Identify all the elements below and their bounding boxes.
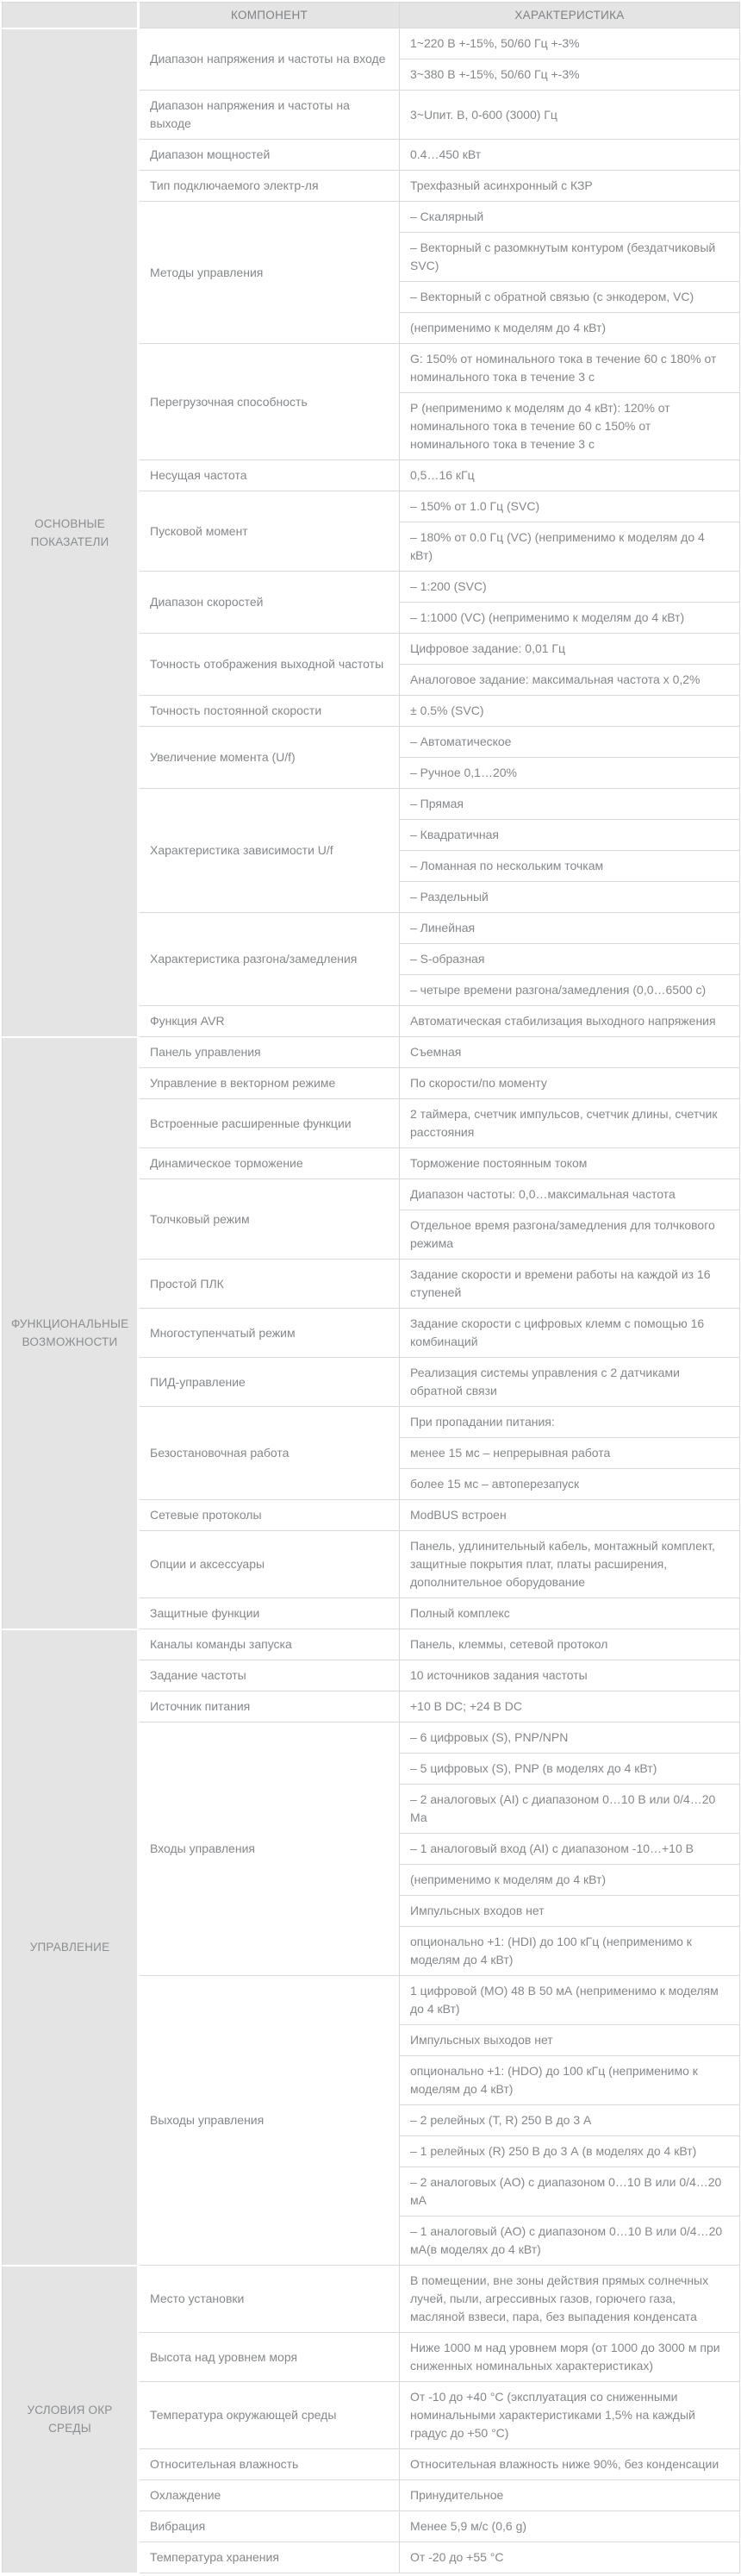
characteristic-cell: 3~380 В +-15%, 50/60 Гц +-3%	[400, 59, 740, 91]
category-cell: ФУНКЦИОНАЛЬНЫЕ ВОЗМОЖНОСТИ	[3, 1037, 139, 1629]
characteristic-cell: В помещении, вне зоны действия прямых солнечных лучей, пыли, агрессивных газов, горючего газа, масляной взвеси, пара, без выпадения конденсата	[400, 2266, 740, 2333]
component-cell: Защитные функции	[139, 1598, 400, 1629]
table-row	[3, 28, 740, 59]
characteristic-cell: менее 15 мс – непрерывная работа	[400, 1438, 740, 1469]
header-characteristic: ХАРАКТЕРИСТИКА	[400, 3, 740, 28]
characteristic-cell: Диапазон частоты: 0,0…максимальная частота	[400, 1179, 740, 1210]
component-cell: Многоступенчатый режим	[139, 1309, 400, 1358]
characteristic-cell: 0,5…16 кГц	[400, 460, 740, 491]
characteristic-cell: При пропадании питания:	[400, 1407, 740, 1438]
component-cell: Увеличение момента (U/f)	[139, 727, 400, 789]
characteristic-cell: – 2 аналоговых (AI) с диапазоном 0…10 В или 0/4…20 Ма	[400, 1785, 740, 1834]
characteristic-cell: Принудительное	[400, 2480, 740, 2511]
characteristic-cell: От -20 до +55 °C	[400, 2542, 740, 2573]
characteristic-cell: более 15 мс – автоперезапуск	[400, 1469, 740, 1500]
characteristic-cell: – Прямая	[400, 789, 740, 820]
characteristic-cell: 10 источников задания частоты	[400, 1660, 740, 1691]
component-cell: Охлаждение	[139, 2480, 400, 2511]
characteristic-cell: ModBUS встроен	[400, 1500, 740, 1531]
characteristic-cell: ± 0.5% (SVC)	[400, 696, 740, 727]
characteristic-cell: Импульсных выходов нет	[400, 2025, 740, 2056]
characteristic-cell: – Квадратичная	[400, 820, 740, 851]
characteristic-cell: 1 цифровой (MO) 48 В 50 мА (неприменимо к моделям до 4 кВт)	[400, 1976, 740, 2025]
characteristic-cell: 3~Uпит. В, 0-600 (3000) Гц	[400, 91, 740, 140]
characteristic-cell: Импульсных входов нет	[400, 1896, 740, 1927]
characteristic-cell: (неприменимо к моделям до 4 кВт)	[400, 1865, 740, 1896]
component-cell: Простой ПЛК	[139, 1260, 400, 1309]
characteristic-cell: – 2 аналоговых (AO) с диапазоном 0…10 В или 0/4…20 мА	[400, 2167, 740, 2216]
component-cell: Опции и аксессуары	[139, 1531, 400, 1598]
characteristic-cell: – Автоматическое	[400, 727, 740, 758]
characteristic-cell: Съемная	[400, 1037, 740, 1068]
characteristic-cell: – 1 аналоговый (AO) с диапазоном 0…10 В или 0/4…20 мА(в моделях до 4 кВт)	[400, 2216, 740, 2266]
characteristic-cell: G: 150% от номинального тока в течение 60 с 180% от номинального тока в течение 3 с	[400, 344, 740, 393]
component-cell: Точность отображения выходной частоты	[139, 634, 400, 696]
category-cell: УСЛОВИЯ ОКР СРЕДЫ	[3, 2266, 139, 2573]
category-cell: УПРАВЛЕНИЕ	[3, 1629, 139, 2266]
characteristic-cell: опционально +1: (HDI) до 100 кГц (неприменимо к моделям до 4 кВт)	[400, 1927, 740, 1976]
specifications-table	[2, 2, 740, 2574]
characteristic-cell: – Ломанная по нескольким точкам	[400, 851, 740, 882]
component-cell: Диапазон напряжения и частоты на входе	[139, 28, 400, 91]
characteristic-cell: Цифровое задание: 0,01 Гц	[400, 634, 740, 665]
characteristic-cell: – 180% от 0.0 Гц (VC) (неприменимо к моделям до 4 кВт)	[400, 522, 740, 572]
characteristic-cell: – 1 релейных (R) 250 В до 3 А (в моделях до 4 кВт)	[400, 2136, 740, 2167]
characteristic-cell: Панель, клеммы, сетевой протокол	[400, 1629, 740, 1660]
characteristic-cell: По скорости/по моменту	[400, 1068, 740, 1099]
component-cell: Входы управления	[139, 1723, 400, 1976]
characteristic-cell: Торможение постоянным током	[400, 1148, 740, 1179]
category-cell: ОСНОВНЫЕ ПОКАЗАТЕЛИ	[3, 28, 139, 1037]
component-cell: Методы управления	[139, 202, 400, 344]
component-cell: Диапазон мощностей	[139, 140, 400, 171]
component-cell: Толчковый режим	[139, 1179, 400, 1260]
header-corner-cell	[3, 3, 139, 28]
component-cell: Диапазон напряжения и частоты на выходе	[139, 91, 400, 140]
component-cell: Диапазон скоростей	[139, 572, 400, 634]
component-cell: Панель управления	[139, 1037, 400, 1068]
characteristic-cell: Трехфазный асинхронный с КЗР	[400, 171, 740, 202]
table-row	[3, 2266, 740, 2333]
component-cell: Место установки	[139, 2266, 400, 2333]
characteristic-cell: – 1:1000 (VC) (неприменимо к моделям до 4 кВт)	[400, 603, 740, 634]
component-cell: Несущая частота	[139, 460, 400, 491]
table-header	[3, 3, 740, 28]
component-cell: Выходы управления	[139, 1976, 400, 2266]
component-cell: Температура хранения	[139, 2542, 400, 2573]
characteristic-cell: – Линейная	[400, 913, 740, 944]
characteristic-cell: 0.4…450 кВт	[400, 140, 740, 171]
characteristic-cell: От -10 до +40 °C (эксплуатация со сниженными номинальными характеристиками 1,5% на каждый градус до +50 °C)	[400, 2382, 740, 2449]
component-cell: Характеристика разгона/замедления	[139, 913, 400, 1006]
characteristic-cell: Р (неприменимо к моделям до 4 кВт): 120% от номинального тока в течение 60 с 150% от номинального тока в течение 3 с	[400, 393, 740, 460]
characteristic-cell: – Векторный с обратной связью (с энкодером, VC)	[400, 282, 740, 313]
characteristic-cell: 1~220 В +-15%, 50/60 Гц +-3%	[400, 28, 740, 59]
component-cell: Характеристика зависимости U/f	[139, 789, 400, 913]
table-row	[3, 1037, 740, 1068]
component-cell: Встроенные расширенные функции	[139, 1099, 400, 1148]
characteristic-cell: – 5 цифровых (S), PNP (в моделях до 4 кВт)	[400, 1754, 740, 1785]
component-cell: Каналы команды запуска	[139, 1629, 400, 1660]
component-cell: Точность постоянной скорости	[139, 696, 400, 727]
characteristic-cell: – Раздельный	[400, 882, 740, 913]
header-component: КОМПОНЕНТ	[139, 3, 400, 28]
characteristic-cell: – S-образная	[400, 944, 740, 975]
characteristic-cell: – Скалярный	[400, 202, 740, 233]
component-cell: Задание частоты	[139, 1660, 400, 1691]
spec-table-body	[3, 28, 740, 2573]
characteristic-cell: Задание скорости с цифровых клемм с помощью 16 комбинаций	[400, 1309, 740, 1358]
characteristic-cell: – четыре времени разгона/замедления (0,0…6500 с)	[400, 975, 740, 1006]
component-cell: Динамическое торможение	[139, 1148, 400, 1179]
characteristic-cell: Менее 5,9 м/с (0,6 g)	[400, 2511, 740, 2542]
characteristic-cell: – 1 аналоговый вход (AI) с диапазоном -10…+10 В	[400, 1834, 740, 1865]
component-cell: Высота над уровнем моря	[139, 2333, 400, 2382]
characteristic-cell: Задание скорости и времени работы на каждой из 16 ступеней	[400, 1260, 740, 1309]
characteristic-cell: Относительная влажность ниже 90%, без конденсации	[400, 2449, 740, 2480]
characteristic-cell: +10 В DC; +24 В DC	[400, 1691, 740, 1723]
characteristic-cell: – 6 цифровых (S), PNP/NPN	[400, 1723, 740, 1754]
component-cell: Управление в векторном режиме	[139, 1068, 400, 1099]
characteristic-cell: – 2 релейных (T, R) 250 В до 3 А	[400, 2105, 740, 2136]
characteristic-cell: 2 таймера, счетчик импульсов, счетчик длины, счетчик расстояния	[400, 1099, 740, 1148]
characteristic-cell: (неприменимо к моделям до 4 кВт)	[400, 313, 740, 344]
characteristic-cell: Ниже 1000 м над уровнем моря (от 1000 до 3000 м при сниженных номинальных характеристиках)	[400, 2333, 740, 2382]
characteristic-cell: Аналоговое задание: максимальная частота x 0,2%	[400, 665, 740, 696]
characteristic-cell: Автоматическая стабилизация выходного напряжения	[400, 1006, 740, 1037]
characteristic-cell: Панель, удлинительный кабель, монтажный комплект, защитные покрытия плат, платы расширения, дополнительное оборудование	[400, 1531, 740, 1598]
component-cell: Безостановочная работа	[139, 1407, 400, 1500]
component-cell: Тип подключаемого электр-ля	[139, 171, 400, 202]
characteristic-cell: Реализация системы управления с 2 датчиками обратной связи	[400, 1358, 740, 1407]
component-cell: Относительная влажность	[139, 2449, 400, 2480]
characteristic-cell: – 150% от 1.0 Гц (SVC)	[400, 491, 740, 522]
characteristic-cell: опционально +1: (HDO) до 100 кГц (неприменимо к моделям до 4 кВт)	[400, 2056, 740, 2105]
component-cell: Сетевые протоколы	[139, 1500, 400, 1531]
component-cell: Источник питания	[139, 1691, 400, 1723]
component-cell: Вибрация	[139, 2511, 400, 2542]
characteristic-cell: – 1:200 (SVC)	[400, 572, 740, 603]
characteristic-cell: – Ручное 0,1…20%	[400, 758, 740, 789]
component-cell: ПИД-управление	[139, 1358, 400, 1407]
component-cell: Температура окружающей среды	[139, 2382, 400, 2449]
component-cell: Перегрузочная способность	[139, 344, 400, 460]
characteristic-cell: Отдельное время разгона/замедления для толчкового режима	[400, 1210, 740, 1260]
characteristic-cell: – Векторный с разомкнутым контуром (бездатчиковый SVC)	[400, 233, 740, 282]
characteristic-cell: Полный комплекс	[400, 1598, 740, 1629]
table-row	[3, 1629, 740, 1660]
component-cell: Пусковой момент	[139, 491, 400, 572]
component-cell: Функция AVR	[139, 1006, 400, 1037]
header-row	[3, 3, 740, 28]
